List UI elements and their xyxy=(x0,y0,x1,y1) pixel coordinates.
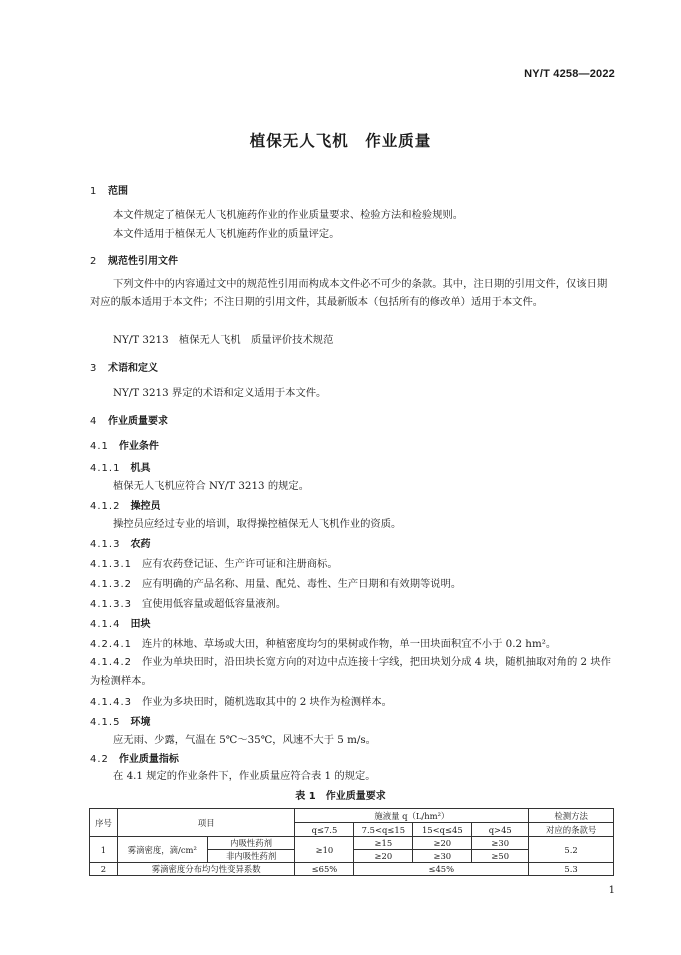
row1-item: 雾滴密度，滴/cm² xyxy=(117,837,207,863)
row1-a-cell: ≥30 xyxy=(472,837,529,850)
section-4-2-para: 在 4.1 规定的作业条件下，作业质量应符合表 1 的规定。 xyxy=(113,770,376,782)
clause-4-1-3-1: 4.1.3.1 应有农药登记证、生产许可证和注册商标。 xyxy=(90,558,338,570)
section-2-heading: 2 规范性引用文件 xyxy=(90,256,178,267)
header-item: 项目 xyxy=(117,809,295,837)
header-range: q≤7.5 xyxy=(295,823,354,837)
table-header-row xyxy=(90,809,614,823)
header-range: 15<q≤45 xyxy=(413,823,472,837)
section-4-1-2-heading: 4.1.2 操控员 xyxy=(90,501,161,512)
standard-code: NY/T 4258—2022 xyxy=(524,68,615,80)
row1-sub-a: 内吸性药剂 xyxy=(207,837,295,850)
section-4-1-2-para: 操控员应经过专业的培训，取得操控植保无人飞机作业的资质。 xyxy=(113,518,402,530)
table-row xyxy=(90,837,614,850)
row2-method: 5.3 xyxy=(529,863,614,876)
page-number: 1 xyxy=(608,885,615,896)
header-method-clause: 对应的条款号 xyxy=(529,823,614,837)
row1-b-cell: ≥30 xyxy=(413,850,472,863)
row1-seq: 1 xyxy=(90,837,118,863)
table-caption: 表 1 作业质量要求 xyxy=(295,791,386,802)
header-range: q>45 xyxy=(472,823,529,837)
header-rate: 施液量 q（L/hm²） xyxy=(295,809,529,823)
header-range: 7.5<q≤15 xyxy=(354,823,413,837)
section-4-1-5-para: 应无雨、少露，气温在 5℃～35℃，风速不大于 5 m/s。 xyxy=(113,734,376,746)
section-3-para-1: NY/T 3213 界定的术语和定义适用于本文件。 xyxy=(113,387,327,399)
section-4-1-1-heading: 4.1.1 机具 xyxy=(90,463,151,474)
header-seq: 序号 xyxy=(90,809,118,837)
clause-4-1-3-3: 4.1.3.3 宜使用低容量或超低容量液剂。 xyxy=(90,598,287,610)
table-row xyxy=(90,863,614,876)
row1-a-cell: ≥15 xyxy=(354,837,413,850)
clause-4-1-4-2: 4.1.4.2 作业为单块田时，沿田块长宽方向的对边中点连接十字线，把田块划分成 4 块，随机抽取对角的 2 块作为检测样本。 xyxy=(90,656,611,687)
row2-item: 雾滴密度分布均匀性变异系数 xyxy=(117,863,295,876)
row1-b-cell: ≥20 xyxy=(354,850,413,863)
section-4-1-heading: 4.1 作业条件 xyxy=(90,441,159,452)
section-2-reference: NY/T 3213 植保无人飞机 质量评价技术规范 xyxy=(113,334,334,346)
row1-a-cell: ≥20 xyxy=(413,837,472,850)
section-4-heading: 4 作业质量要求 xyxy=(90,416,168,427)
row1-method: 5.2 xyxy=(529,837,614,863)
section-3-heading: 3 术语和定义 xyxy=(90,363,158,374)
section-4-2-heading: 4.2 作业质量指标 xyxy=(90,754,179,765)
quality-requirements-table xyxy=(89,808,614,876)
row2-low: ≤65% xyxy=(295,863,354,876)
clause-4-1-4-1: 4.2.4.1 连片的林地、草场或大田，种植密度均匀的果树或作物，单一田块面积宜不小于 0.2 hm²。 xyxy=(90,638,557,650)
section-4-1-5-heading: 4.1.5 环境 xyxy=(90,717,151,728)
section-4-1-4-heading: 4.1.4 田块 xyxy=(90,619,151,630)
section-1-heading: 1 范围 xyxy=(90,186,128,197)
document-title: 植保无人飞机 作业质量 xyxy=(249,132,432,150)
row1-sub-b: 非内吸性药剂 xyxy=(207,850,295,863)
section-1-para-2: 本文件适用于植保无人飞机施药作业的质量评定。 xyxy=(113,228,340,240)
section-2-para-1: 下列文件中的内容通过文中的规范性引用而构成本文件必不可少的条款。其中，注日期的引用文件，仅该日期对应的版本适用于本文件；不注日期的引用文件，其最新版本（包括所有的修改单）适用于本文件。 xyxy=(90,278,608,308)
row2-rest: ≤45% xyxy=(354,863,529,876)
clause-4-1-3-2: 4.1.3.2 应有明确的产品名称、用量、配兑、毒性、生产日期和有效期等说明。 xyxy=(90,578,462,590)
row1-low: ≥10 xyxy=(295,837,354,863)
header-method: 检测方法 xyxy=(529,809,614,823)
section-1-para-1: 本文件规定了植保无人飞机施药作业的作业质量要求、检验方法和检验规则。 xyxy=(113,209,464,221)
section-4-1-3-heading: 4.1.3 农药 xyxy=(90,539,151,550)
section-4-1-1-para: 植保无人飞机应符合 NY/T 3213 的规定。 xyxy=(113,480,310,492)
row2-seq: 2 xyxy=(90,863,118,876)
clause-4-1-4-3: 4.1.4.3 作业为多块田时，随机选取其中的 2 块作为检测样本。 xyxy=(90,696,392,708)
row1-b-cell: ≥50 xyxy=(472,850,529,863)
